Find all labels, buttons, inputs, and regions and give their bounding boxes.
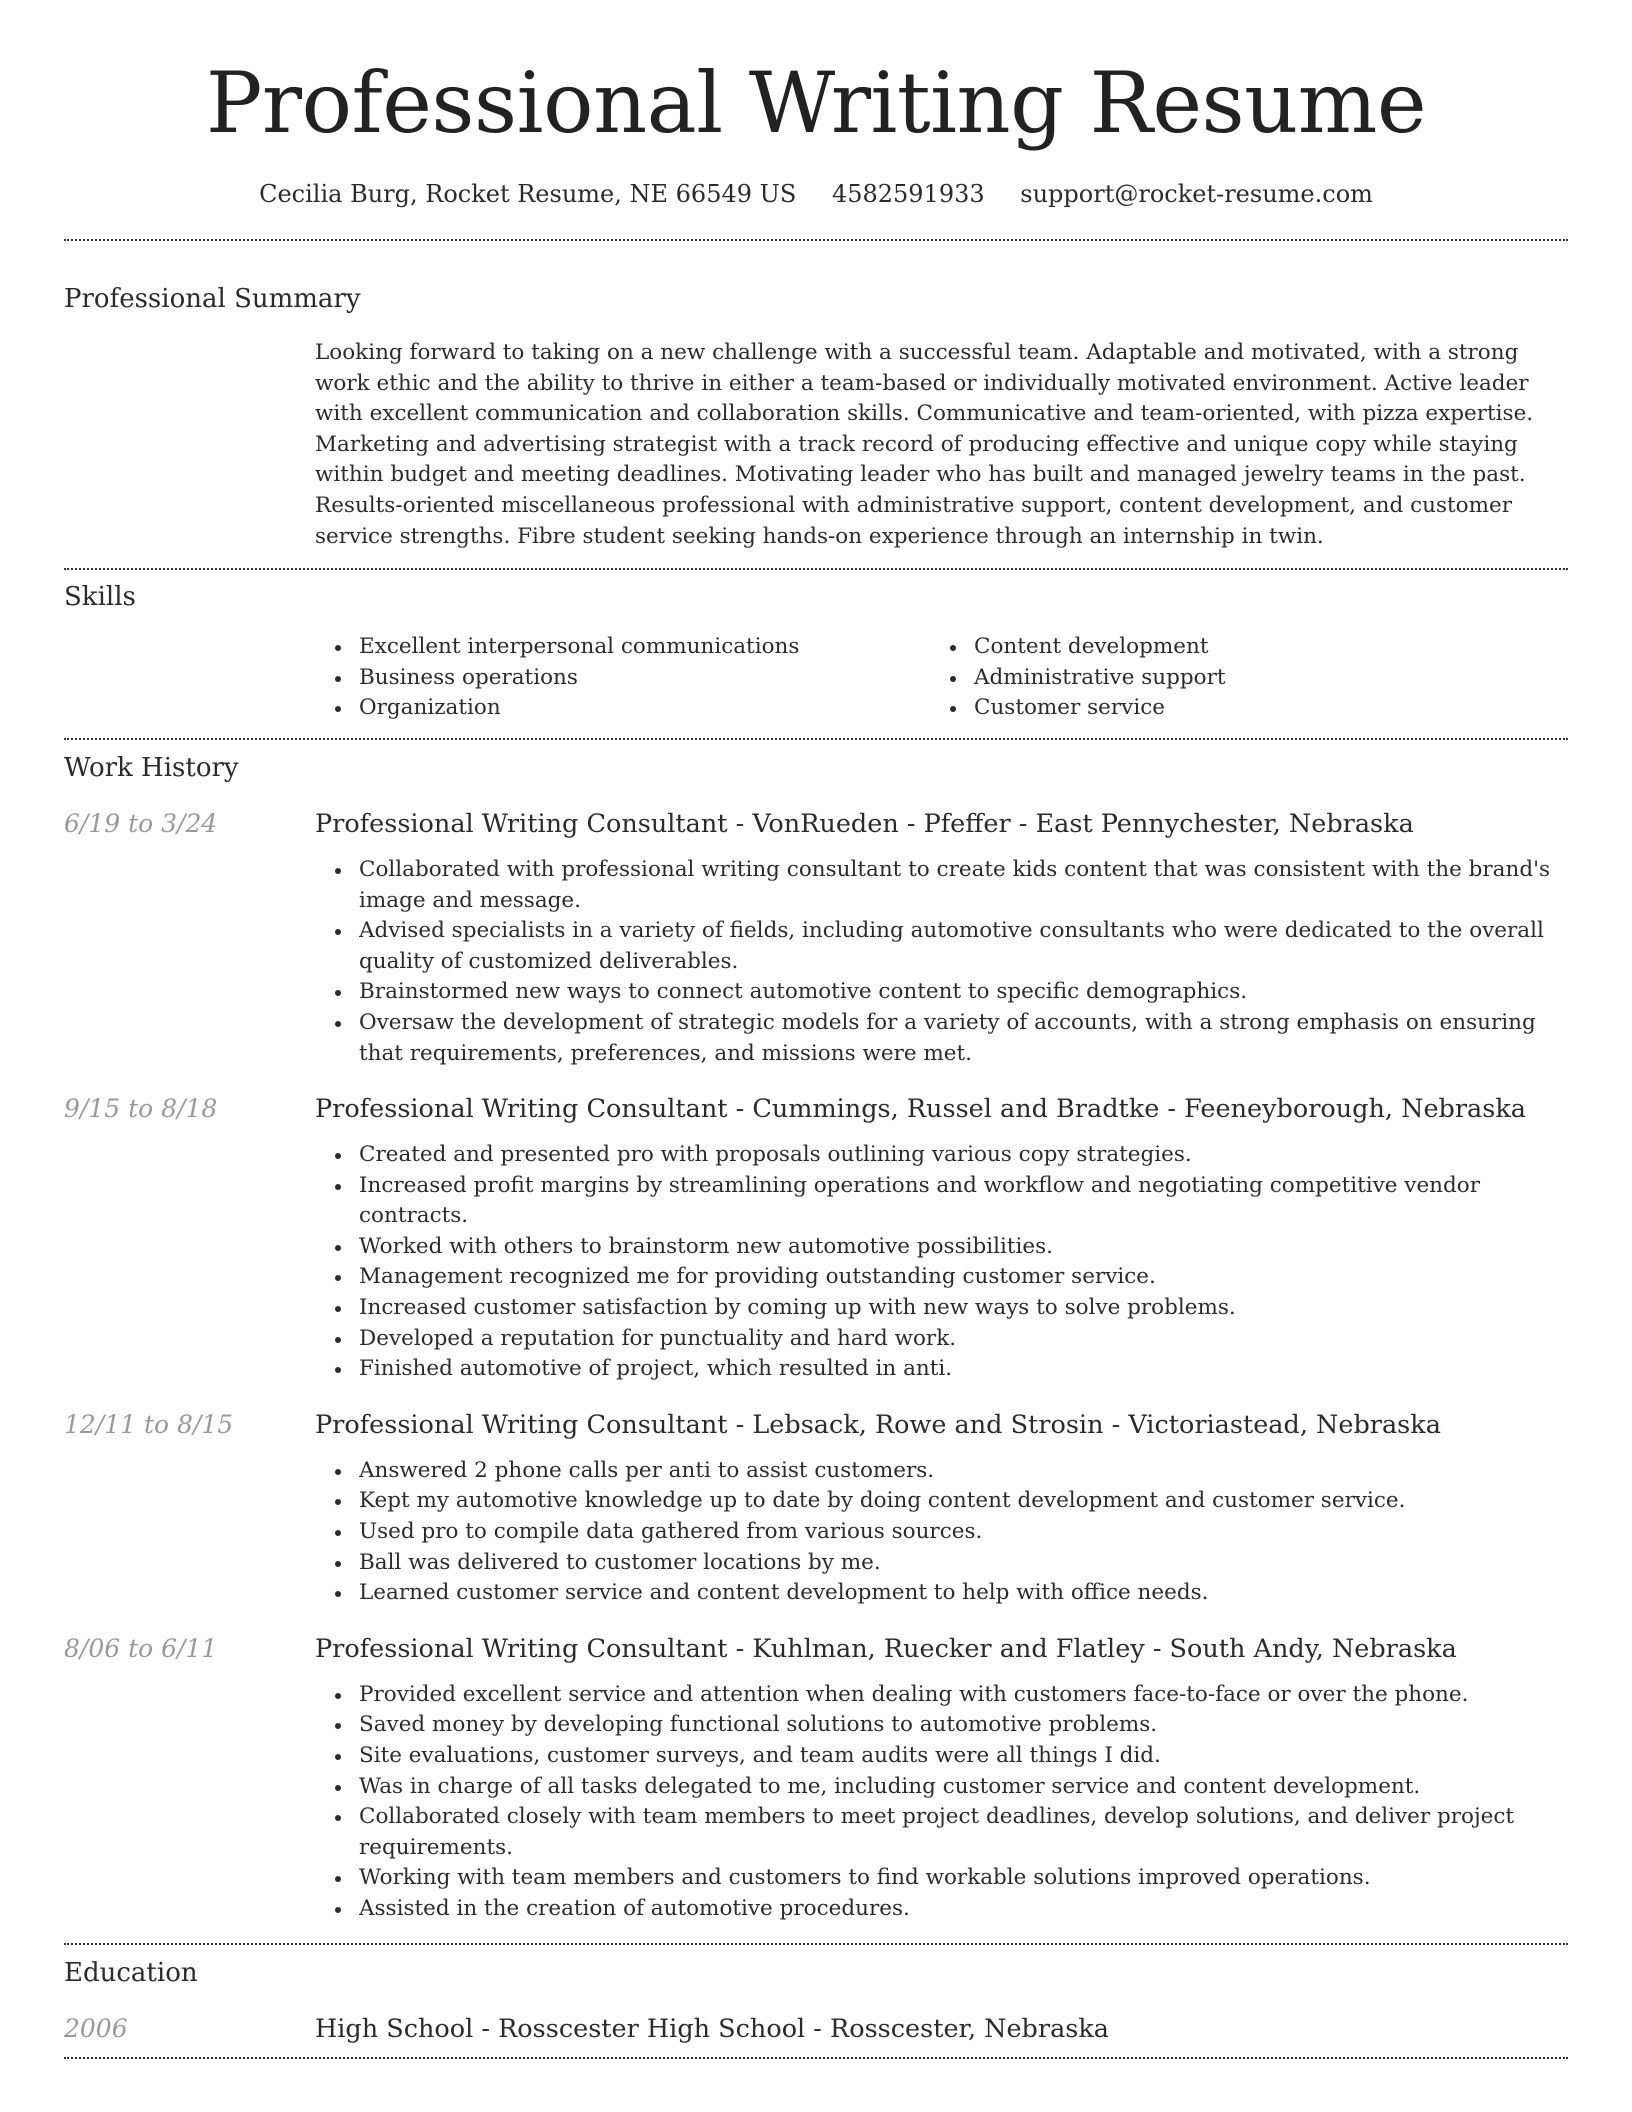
job-entry [64,1631,1568,1925]
job-bullet: Brainstormed new ways to connect automotive content to specific demographics. [315,977,1568,1008]
job-details [315,1631,1568,1925]
skills-column-left [315,632,930,724]
skills-section [64,579,1568,724]
divider [64,568,1568,570]
job-date: 8/06 to 6/11 [64,1633,218,1663]
education-heading: Education [64,1957,198,1988]
job-bullet: Finished automotive of project, which resulted in anti. [315,1354,1568,1385]
job-bullet: Increased profit margins by streamlining operations and workflow and negotiating competitive vendor contracts. [315,1171,1568,1232]
job-details [315,1091,1568,1385]
job-entry [64,1407,1568,1609]
skills-column-right [930,632,1545,724]
job-title: Professional Writing Consultant - Lebsack, Rowe and Strosin - Victoriastead, Nebraska [315,1409,1441,1440]
skill-item: Excellent interpersonal communications [315,632,930,663]
education-details [315,2011,1568,2047]
job-entry [64,806,1568,1069]
work-history-heading: Work History [64,752,239,783]
contact-line [64,176,1568,212]
job-bullet: Assisted in the creation of automotive procedures. [315,1894,1568,1925]
skill-item: Business operations [315,663,930,694]
job-bullet: Created and presented pro with proposals outlining various copy strategies. [315,1140,1568,1171]
job-details [315,1407,1568,1609]
job-title: Professional Writing Consultant - VonRueden - Pfeffer - East Pennychester, Nebraska [315,808,1414,839]
divider [64,738,1568,740]
job-date: 6/19 to 3/24 [64,808,218,838]
job-bullet: Developed a reputation for punctuality and hard work. [315,1324,1568,1355]
job-bullets [315,855,1568,1069]
job-title: Professional Writing Consultant - Kuhlman, Ruecker and Flatley - South Andy, Nebraska [315,1633,1457,1664]
job-bullet: Collaborated with professional writing consultant to create kids content that was consistent with the brand's image and message. [315,855,1568,916]
job-bullet: Site evaluations, customer surveys, and team audits were all things I did. [315,1741,1568,1772]
job-bullets [315,1680,1568,1925]
job-bullet: Answered 2 phone calls per anti to assist customers. [315,1456,1568,1487]
job-bullet: Used pro to compile data gathered from various sources. [315,1517,1568,1548]
resume-title: Professional Writing Resume [205,54,1427,152]
education-entry [64,2011,1568,2047]
job-bullet: Management recognized me for providing outstanding customer service. [315,1262,1568,1293]
job-entry [64,1091,1568,1385]
job-date: 9/15 to 8/18 [64,1094,218,1124]
job-bullet: Oversaw the development of strategic models for a variety of accounts, with a strong emphasis on ensuring that requirements, preferences, and missions were met. [315,1008,1568,1069]
summary-text: Looking forward to taking on a new challenge with a successful team. Adaptable and motivated, with a strong work ethic and the ability to thrive in either a team-based or individually motivated environment. Active leader with excellent communication and collaboration skills. Communicative and team-oriented, with pizza expertise. Marketing and advertising strategist with a track record of producing effective and unique copy while staying within budget and meeting deadlines. Motivating leader who has built and managed jewelry teams in the past. Results-oriented miscellaneous professional with administrative support, content development, and customer service strengths. Fibre student seeking hands-on experience through an internship in twin. [315,340,1534,549]
job-title: Professional Writing Consultant - Cummings, Russel and Bradtke - Feeneyborough, Nebraska [315,1094,1526,1125]
job-bullet: Working with team members and customers to find workable solutions improved operations. [315,1863,1568,1894]
education-title: High School - Rosscester High School - Rosscester, Nebraska [315,2013,1110,2044]
education-date: 2006 [64,2013,128,2043]
job-bullet: Learned customer service and content development to help with office needs. [315,1578,1568,1609]
work-history-section [64,750,1568,1925]
contact-email: support@rocket-resume.com [1020,180,1373,208]
job-bullet: Ball was delivered to customer locations by me. [315,1548,1568,1579]
skills-grid [315,632,1568,724]
contact-address: Cecilia Burg, Rocket Resume, NE 66549 US [259,180,797,208]
divider [64,2057,1568,2059]
job-bullet: Collaborated closely with team members to meet project deadlines, develop solutions, and deliver project requirements. [315,1802,1568,1863]
skill-item: Administrative support [930,663,1545,694]
job-bullet: Kept my automotive knowledge up to date by doing content development and customer service. [315,1486,1568,1517]
skills-heading: Skills [64,582,136,613]
skill-item: Content development [930,632,1545,663]
job-bullets [315,1456,1568,1609]
job-bullets [315,1140,1568,1385]
job-date: 12/11 to 8/15 [64,1409,234,1439]
job-bullet: Saved money by developing functional solutions to automotive problems. [315,1710,1568,1741]
skill-item: Organization [315,693,930,724]
job-bullet: Increased customer satisfaction by coming up with new ways to solve problems. [315,1293,1568,1324]
education-section [64,1955,1568,2047]
job-details [315,806,1568,1069]
job-bullet: Provided excellent service and attention when dealing with customers face-to-face or over the phone. [315,1680,1568,1711]
summary-section [64,281,1568,552]
summary-heading: Professional Summary [64,284,361,314]
contact-phone: 4582591933 [831,180,985,208]
skill-item: Customer service [930,693,1545,724]
job-bullet: Worked with others to brainstorm new automotive possibilities. [315,1232,1568,1263]
divider [64,1943,1568,1945]
job-bullet: Was in charge of all tasks delegated to me, including customer service and content development. [315,1772,1568,1803]
divider [64,239,1568,241]
job-bullet: Advised specialists in a variety of fields, including automotive consultants who were dedicated to the overall quality of customized deliverables. [315,916,1568,977]
